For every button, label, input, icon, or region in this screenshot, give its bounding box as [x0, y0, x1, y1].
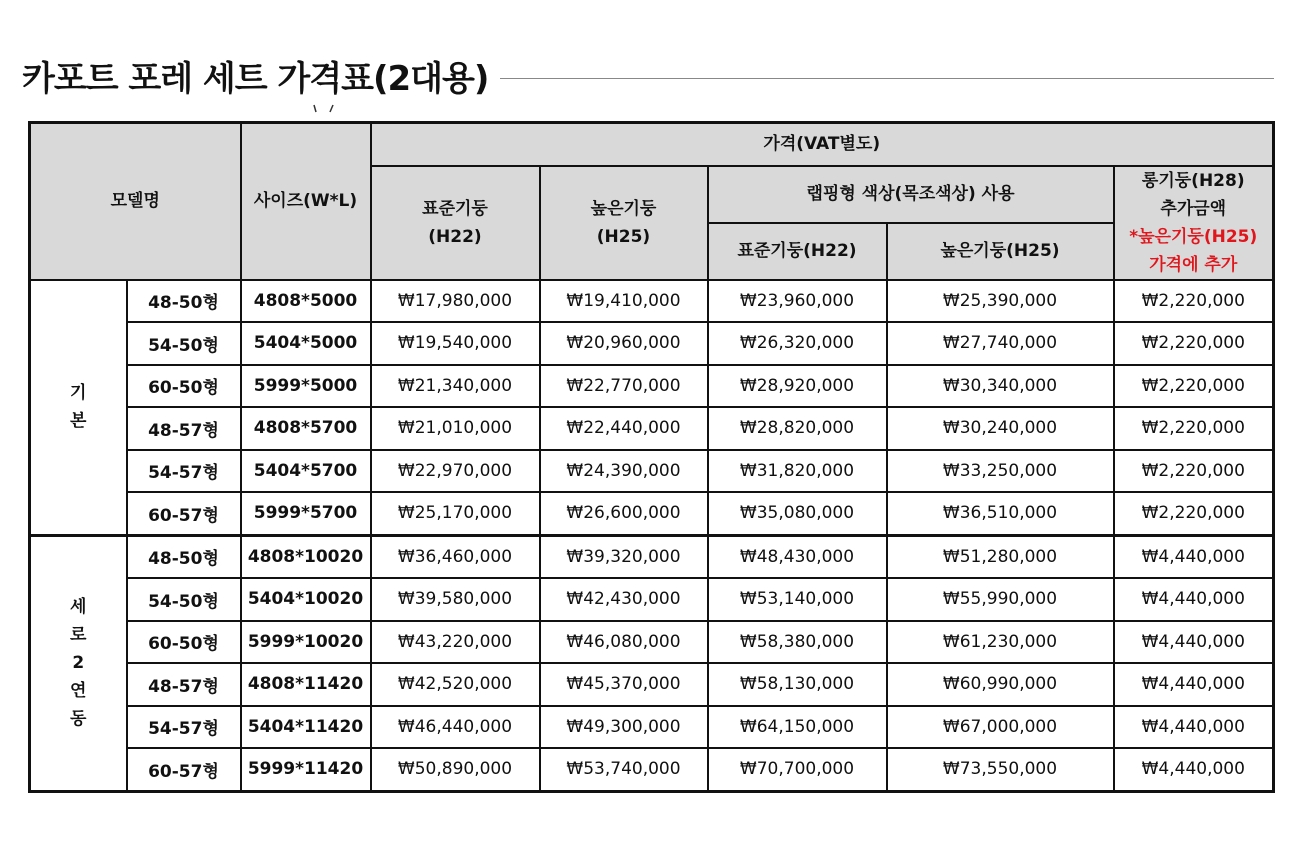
- table-row: [30, 578, 1274, 621]
- long-post-extra: ₩4,440,000: [1114, 578, 1274, 621]
- wrap-std-price: ₩28,820,000: [708, 407, 887, 450]
- header-high-post-line2: (H25): [596, 226, 651, 247]
- model-cell: 60-57형: [127, 492, 241, 535]
- size-cell: 4808*5700: [241, 407, 371, 450]
- long-post-extra: ₩2,220,000: [1114, 407, 1274, 450]
- long-post-extra: ₩2,220,000: [1114, 280, 1274, 323]
- model-cell: 54-50형: [127, 578, 241, 621]
- long-post-extra: ₩2,220,000: [1114, 450, 1274, 493]
- wrap-std-price: ₩64,150,000: [708, 706, 887, 749]
- wrap-high-price: ₩61,230,000: [887, 621, 1114, 664]
- header-long-post: [1114, 166, 1274, 280]
- model-cell: 48-57형: [127, 407, 241, 450]
- std-post-price: ₩17,980,000: [371, 280, 540, 323]
- high-post-price: ₩49,300,000: [540, 706, 708, 749]
- size-cell: 5404*11420: [241, 706, 371, 749]
- group-label-char: 동: [70, 709, 87, 729]
- title-row: [22, 56, 1274, 102]
- wrap-high-price: ₩36,510,000: [887, 492, 1114, 535]
- high-post-price: ₩46,080,000: [540, 621, 708, 664]
- table-row: [30, 365, 1274, 408]
- header-long-post-note2: 가격에 추가: [1149, 254, 1238, 275]
- long-post-extra: ₩2,220,000: [1114, 365, 1274, 408]
- table-row: [30, 407, 1274, 450]
- wrap-high-price: ₩33,250,000: [887, 450, 1114, 493]
- size-cell: 4808*11420: [241, 663, 371, 706]
- high-post-price: ₩53,740,000: [540, 748, 708, 791]
- table-row: [30, 535, 1274, 578]
- high-post-price: ₩24,390,000: [540, 450, 708, 493]
- std-post-price: ₩42,520,000: [371, 663, 540, 706]
- long-post-extra: ₩2,220,000: [1114, 322, 1274, 365]
- page-title: 카포트 포레 세트 가격표(2대용): [22, 59, 489, 99]
- long-post-extra: ₩2,220,000: [1114, 492, 1274, 535]
- header-std-post-line2: (H22): [428, 226, 482, 247]
- size-cell: 4808*10020: [241, 535, 371, 578]
- long-post-extra: ₩4,440,000: [1114, 535, 1274, 578]
- wrap-high-price: ₩67,000,000: [887, 706, 1114, 749]
- std-post-price: ₩19,540,000: [371, 322, 540, 365]
- table-row: [30, 450, 1274, 493]
- std-post-price: ₩50,890,000: [371, 748, 540, 791]
- group-label-char: 기: [70, 383, 87, 403]
- high-post-price: ₩19,410,000: [540, 280, 708, 323]
- size-cell: 5404*10020: [241, 578, 371, 621]
- table-row: [30, 663, 1274, 706]
- wrap-std-price: ₩23,960,000: [708, 280, 887, 323]
- long-post-extra: ₩4,440,000: [1114, 706, 1274, 749]
- table-row: [30, 748, 1274, 791]
- std-post-price: ₩46,440,000: [371, 706, 540, 749]
- header-wrap-std: 표준기둥(H22): [708, 223, 887, 280]
- table-row: [30, 492, 1274, 535]
- wrap-std-price: ₩53,140,000: [708, 578, 887, 621]
- table-row: [30, 621, 1274, 664]
- header-high-post: [540, 166, 708, 280]
- size-cell: 5404*5700: [241, 450, 371, 493]
- header-std-post-line1: 표준기둥: [422, 198, 488, 219]
- size-cell: 5999*11420: [241, 748, 371, 791]
- model-cell: 60-57형: [127, 748, 241, 791]
- header-size: 사이즈(W*L): [241, 123, 371, 280]
- size-cell: 5999*10020: [241, 621, 371, 664]
- std-post-price: ₩25,170,000: [371, 492, 540, 535]
- model-cell: 60-50형: [127, 621, 241, 664]
- std-post-price: ₩21,010,000: [371, 407, 540, 450]
- price-table: [28, 121, 1275, 793]
- wrap-std-price: ₩26,320,000: [708, 322, 887, 365]
- table-body: [30, 280, 1274, 792]
- wrap-high-price: ₩51,280,000: [887, 535, 1114, 578]
- wrap-std-price: ₩35,080,000: [708, 492, 887, 535]
- header-model: 모델명: [30, 123, 241, 280]
- wrap-high-price: ₩73,550,000: [887, 748, 1114, 791]
- std-post-price: ₩36,460,000: [371, 535, 540, 578]
- std-post-price: ₩39,580,000: [371, 578, 540, 621]
- group-label-char: 세: [70, 597, 87, 617]
- group-label-char: 로: [70, 625, 87, 645]
- std-post-price: ₩21,340,000: [371, 365, 540, 408]
- size-cell: 5404*5000: [241, 322, 371, 365]
- long-post-extra: ₩4,440,000: [1114, 748, 1274, 791]
- high-post-price: ₩42,430,000: [540, 578, 708, 621]
- wrap-high-price: ₩30,340,000: [887, 365, 1114, 408]
- wrap-std-price: ₩48,430,000: [708, 535, 887, 578]
- model-cell: 60-50형: [127, 365, 241, 408]
- model-cell: 48-50형: [127, 280, 241, 323]
- group-label-char: 연: [70, 681, 87, 701]
- long-post-extra: ₩4,440,000: [1114, 663, 1274, 706]
- std-post-price: ₩43,220,000: [371, 621, 540, 664]
- table-row: [30, 322, 1274, 365]
- std-post-price: ₩22,970,000: [371, 450, 540, 493]
- model-cell: 54-57형: [127, 450, 241, 493]
- table-row: [30, 280, 1274, 323]
- model-cell: 48-57형: [127, 663, 241, 706]
- group-label-char: 2: [72, 653, 85, 673]
- header-high-post-line1: 높은기둥: [590, 198, 657, 219]
- wrap-high-price: ₩55,990,000: [887, 578, 1114, 621]
- size-cell: 5999*5700: [241, 492, 371, 535]
- header-long-post-note1: *높은기둥(H25): [1129, 226, 1258, 247]
- model-cell: 54-57형: [127, 706, 241, 749]
- high-post-price: ₩45,370,000: [540, 663, 708, 706]
- title-divider: [500, 78, 1274, 79]
- group-label: [30, 280, 127, 536]
- wrap-std-price: ₩58,380,000: [708, 621, 887, 664]
- group-label: [30, 535, 127, 791]
- wrap-high-price: ₩30,240,000: [887, 407, 1114, 450]
- decorative-tick-mark: [300, 104, 340, 118]
- group-label-char: 본: [70, 411, 87, 431]
- wrap-high-price: ₩60,990,000: [887, 663, 1114, 706]
- header-wrap-group: 랩핑형 색상(목조색상) 사용: [708, 166, 1114, 223]
- wrap-high-price: ₩25,390,000: [887, 280, 1114, 323]
- wrap-std-price: ₩31,820,000: [708, 450, 887, 493]
- high-post-price: ₩22,440,000: [540, 407, 708, 450]
- header-long-post-line1: 롱기둥(H28): [1141, 170, 1245, 191]
- size-cell: 5999*5000: [241, 365, 371, 408]
- wrap-high-price: ₩27,740,000: [887, 322, 1114, 365]
- wrap-std-price: ₩70,700,000: [708, 748, 887, 791]
- header-std-post: [371, 166, 540, 280]
- wrap-std-price: ₩58,130,000: [708, 663, 887, 706]
- long-post-extra: ₩4,440,000: [1114, 621, 1274, 664]
- high-post-price: ₩26,600,000: [540, 492, 708, 535]
- header-price-group: 가격(VAT별도): [371, 123, 1274, 166]
- table-row: [30, 706, 1274, 749]
- high-post-price: ₩22,770,000: [540, 365, 708, 408]
- header-wrap-high: 높은기둥(H25): [887, 223, 1114, 280]
- high-post-price: ₩39,320,000: [540, 535, 708, 578]
- size-cell: 4808*5000: [241, 280, 371, 323]
- model-cell: 54-50형: [127, 322, 241, 365]
- model-cell: 48-50형: [127, 535, 241, 578]
- wrap-std-price: ₩28,920,000: [708, 365, 887, 408]
- header-long-post-line2: 추가금액: [1160, 198, 1227, 219]
- high-post-price: ₩20,960,000: [540, 322, 708, 365]
